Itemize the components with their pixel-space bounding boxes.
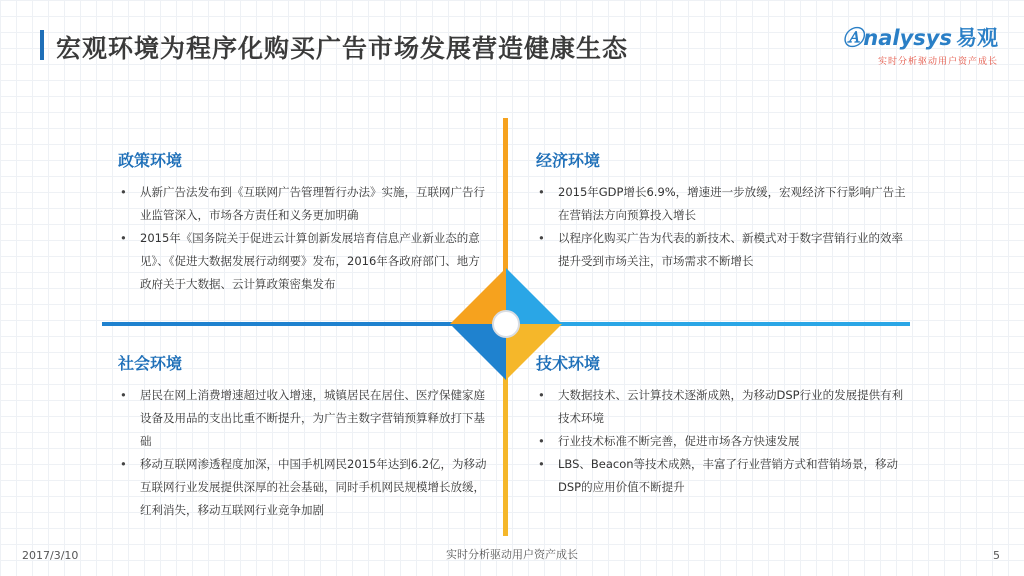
society-quadrant — [118, 351, 488, 522]
logo-brand-text: nalysys — [863, 26, 952, 50]
analysys-logo — [842, 22, 998, 67]
footer-tagline: 实时分析驱动用户资产成长 — [446, 548, 578, 561]
technology-list — [536, 384, 906, 499]
technology-heading: 技术环境 — [536, 354, 601, 373]
policy-heading: 政策环境 — [118, 151, 183, 170]
policy-list — [118, 181, 488, 296]
list-item: • 移动互联网渗透程度加深，中国手机网民2015年达到6.2亿，为移动互联网行业发展提供深厚的社会基础，同时手机网民规模增长放缓，红利消失，移动互联网行业竞争加剧 — [118, 453, 488, 522]
technology-quadrant — [536, 351, 906, 499]
policy-quadrant — [118, 148, 488, 296]
economy-quadrant — [536, 148, 906, 273]
page-number: 5 — [993, 549, 1000, 562]
economy-heading: 经济环境 — [536, 151, 601, 170]
axis-left-line — [102, 322, 506, 326]
list-item: • LBS、Beacon等技术成熟，丰富了行业营销方式和营销场景，移动DSP的应用价值不断提升 — [536, 453, 906, 499]
list-item: • 大数据技术、云计算技术逐渐成熟，为移动DSP行业的发展提供有利技术环境 — [536, 384, 906, 430]
diamond-center-circle — [493, 311, 519, 337]
footer-date: 2017/3/10 — [22, 549, 79, 562]
list-item: • 居民在网上消费增速超过收入增速，城镇居民在居住、医疗保健家庭设备及用品的支出比重不断提升，为广告主数字营销预算释放打下基础 — [118, 384, 488, 453]
title-accent-bar — [40, 30, 44, 60]
list-item: • 2015年GDP增长6.9%，增速进一步放缓，宏观经济下行影响广告主在营销法方向预算投入增长 — [536, 181, 906, 227]
logo-a-icon: Ⓐ — [842, 26, 864, 50]
page-title: 宏观环境为程序化购买广告市场发展营造健康生态 — [56, 34, 629, 63]
list-item: • 2015年《国务院关于促进云计算创新发展培育信息产业新业态的意见》、《促进大数据发展行动纲要》发布，2016年各政府部门、地方政府关于大数据、云计算政策密集发布 — [118, 227, 488, 296]
list-item: • 以程序化购买广告为代表的新技术、新模式对于数字营销行业的效率提升受到市场关注，市场需求不断增长 — [536, 227, 906, 273]
society-list — [118, 384, 488, 522]
economy-list — [536, 181, 906, 273]
logo-wordmark — [842, 22, 998, 52]
list-item: • 行业技术标准不断完善，促进市场各方快速发展 — [536, 430, 906, 453]
axis-right-line — [506, 322, 910, 326]
logo-cn-text: 易观 — [956, 26, 998, 50]
logo-tagline: 实时分析驱动用户资产成长 — [877, 57, 998, 67]
list-item: • 从新广告法发布到《互联网广告管理暂行办法》实施，互联网广告行业监管深入，市场各方责任和义务更加明确 — [118, 181, 488, 227]
society-heading: 社会环境 — [118, 354, 183, 373]
